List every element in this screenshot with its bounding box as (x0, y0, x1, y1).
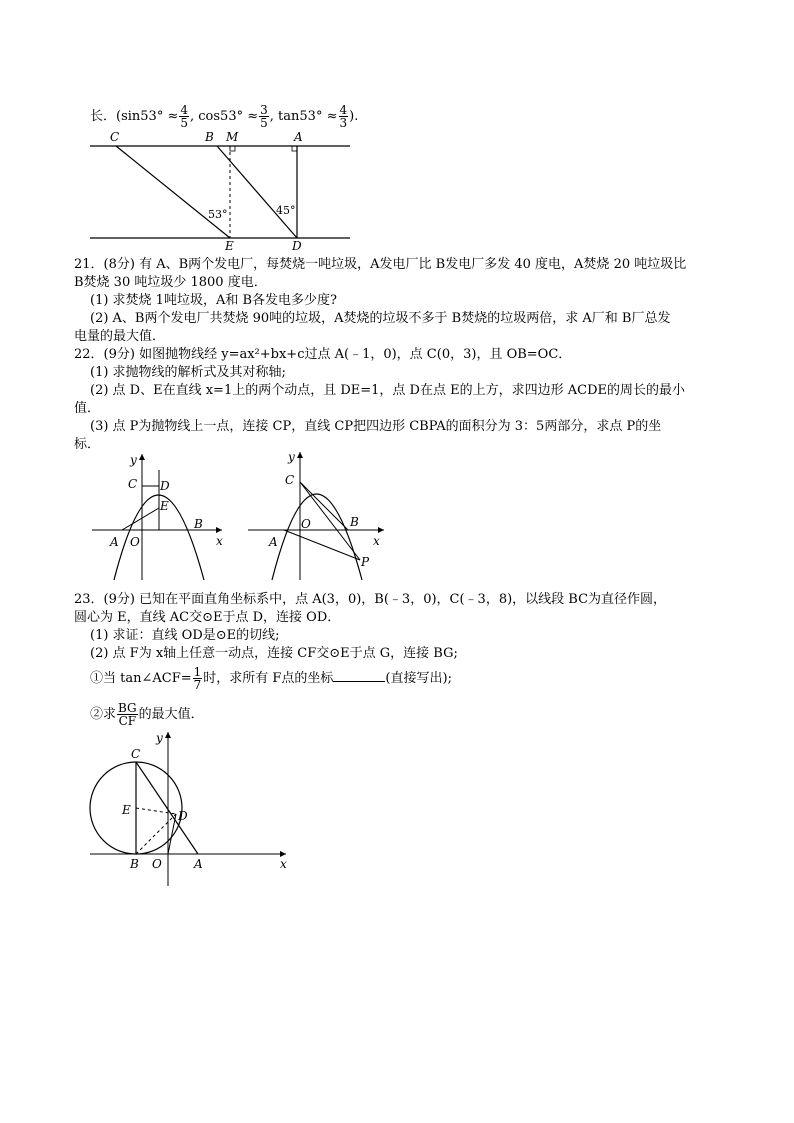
label-B: B (130, 857, 139, 871)
q23-line2: 圆心为 E，直线 AC交⊙E于点 D，连接 OD． (74, 610, 341, 625)
q23-figure (84, 728, 296, 888)
q21-sub1: (1) 求焚烧 1吨垃圾，A和 B各发电多少度? (90, 293, 337, 308)
ratio-fraction: $\frac{BG}{CF}$ (118, 701, 137, 728)
segment-BD-dashed (136, 814, 176, 854)
q22-sub2a: (2) 点 D、E在直线 x=1上的两个动点，且 DE=1，点 D在点 E的上方，求四边形 ACDE的周长的最小 (90, 383, 685, 398)
label-C: C (128, 477, 138, 491)
label-P: P (361, 555, 370, 569)
label-y: y (130, 453, 137, 467)
q22-sub2b: 值． (74, 401, 101, 416)
q22-line1: 22．(9分) 如图抛物线经 y=ax²+bx+c过点 A(﹣1，0)，点 C(0，3)，且 OB=OC． (74, 347, 572, 362)
q20-trig-line: 长．(sin53° ≈ $\frac{4}{5}$ , cos53° ≈ $\frac{3}{5}$ , tan53° ≈ $\frac{4}{3}$ ). (90, 103, 359, 130)
right-angle-M (230, 146, 235, 151)
label-C: C (110, 130, 120, 144)
q23-sub2-i: ①当 tan∠ACF= $\frac{1}{7}$ 时，求所有 F点的坐标 (直接写出); (90, 665, 452, 692)
label-M: M (226, 130, 239, 144)
q21-line1: 21．(8分) 有 A、B两个发电厂，每焚烧一吨垃圾，A发电厂比 B发电厂多发 40 度电，A焚烧 20 吨垃圾比 (74, 257, 687, 272)
q22-sub3b: 标． (74, 437, 101, 452)
q20-figure (80, 128, 360, 256)
angle-45: 45° (276, 204, 296, 217)
q21-sub2a: (2) A、B两个发电厂共焚烧 90吨的垃圾，A焚烧的垃圾不多于 B焚烧的垃圾两倍，求 A厂和 B厂总发 (90, 311, 671, 326)
label-A: A (194, 857, 203, 871)
label-x: x (280, 857, 287, 871)
cos-fraction: $\frac{3}{5}$ (260, 103, 268, 130)
label-D: D (292, 239, 302, 253)
label-y: y (288, 450, 295, 464)
q23-sub2: (2) 点 F为 x轴上任意一动点，连接 CF交⊙E于点 G，连接 BG; (90, 646, 458, 661)
label-C: C (285, 473, 295, 487)
label-B: B (194, 517, 203, 531)
label-E: E (160, 499, 169, 513)
segment-CA (136, 762, 198, 854)
q23-sub2-ii: ②求 $\frac{BG}{CF}$ 的最大值． (90, 701, 204, 728)
tan-fraction: $\frac{1}{7}$ (193, 665, 202, 692)
q22-sub1: (1) 求抛物线的解析式及其对称轴; (90, 365, 286, 380)
label-O: O (301, 517, 311, 531)
segment-AE (122, 508, 159, 530)
label-E: E (225, 239, 234, 253)
label-x: x (373, 534, 380, 548)
label-O: O (152, 857, 162, 871)
q21-sub2b: 电量的最大值． (74, 329, 166, 344)
angle-53: 53° (208, 208, 228, 221)
label-O: O (130, 535, 140, 549)
q23-line1: 23．(9分) 已知在平面直角坐标系中，点 A(3，0)，B(﹣3，0)，C(﹣3，8)，以线段 BC为直径作圆， (74, 592, 667, 607)
sin-fraction: $\frac{4}{5}$ (180, 103, 189, 130)
q23-sub1: (1) 求证：直线 OD是⊙E的切线; (90, 628, 280, 643)
answer-blank[interactable] (333, 669, 385, 682)
label-y: y (156, 731, 163, 745)
parabola (272, 494, 362, 580)
label-A: A (269, 535, 278, 549)
label-A: A (294, 130, 303, 144)
label-B: B (205, 130, 214, 144)
label-B: B (350, 515, 359, 529)
q22-figure2 (244, 446, 394, 582)
label-x: x (216, 534, 223, 548)
tan-fraction: $\frac{4}{3}$ (339, 103, 348, 130)
q22-sub3a: (3) 点 P为抛物线上一点，连接 CP，直线 CP把四边形 CBPA的面积分为 3：5两部分，求点 P的坐 (90, 419, 662, 434)
label-D: D (160, 479, 170, 493)
q22-figure1 (90, 450, 230, 582)
segment-OD (168, 814, 176, 854)
label-D: D (178, 809, 188, 823)
segment-CE (116, 146, 230, 238)
q21-line2: B焚烧 30 吨垃圾少 1800 度电． (74, 275, 267, 290)
label-C: C (131, 747, 141, 761)
label-E: E (122, 803, 131, 817)
segment-BD (217, 146, 297, 238)
label-A: A (110, 535, 119, 549)
right-angle-A (292, 146, 297, 151)
